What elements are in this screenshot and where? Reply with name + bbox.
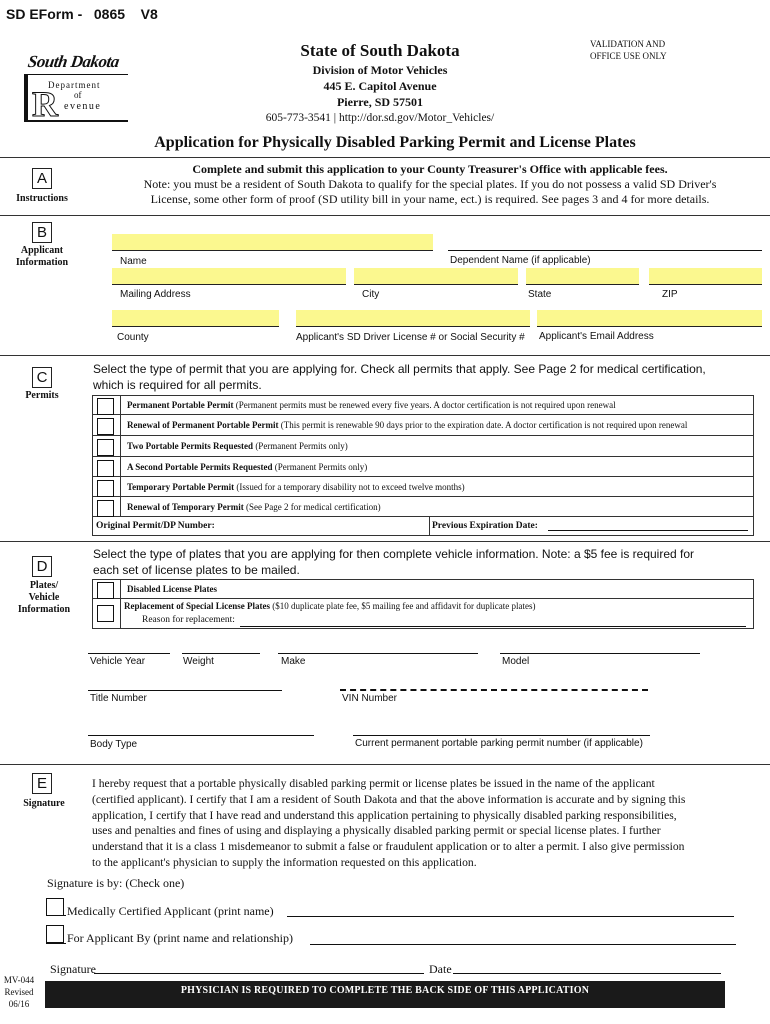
disabled-plates-checkbox[interactable] [97, 582, 114, 599]
division: Division of Motor Vehicles [312, 63, 448, 77]
permanent-portable-checkbox[interactable] [97, 398, 114, 415]
signature-label: Signature [50, 962, 96, 976]
renewal-temporary-checkbox[interactable] [97, 500, 114, 517]
zip-field[interactable] [649, 268, 762, 285]
cert-line-5: understand that it is a class 1 misdemeanor to submit a false or fraudulent application or to alter a permit. I also give permission [92, 840, 685, 854]
cert-line-2: (certified applicant). I certify that I am a resident of South Dakota and that the above information is accurate and by signing this [92, 792, 686, 806]
section-b-label-1: Applicant [20, 245, 64, 256]
plates-desc: ($10 duplicate plate fee, $5 mailing fee and affidavit for duplicate plates) [269, 601, 536, 611]
logo-of: of [74, 90, 82, 100]
permit-row-permanent [120, 396, 754, 415]
mailing-address-field[interactable] [112, 268, 346, 285]
city-field[interactable] [354, 268, 518, 285]
section-d-marker: D [32, 556, 52, 577]
body-type-field[interactable] [88, 735, 314, 736]
permit-desc: (Permanent Permits only) [272, 462, 368, 472]
county-label: County [117, 332, 149, 343]
mailing-address-label: Mailing Address [120, 289, 191, 300]
date-label: Date [429, 962, 452, 976]
section-c-marker: C [32, 367, 52, 388]
section-d-label-3: Information [17, 604, 71, 615]
previous-expiration-label: Previous Expiration Date: [432, 521, 538, 531]
second-portable-checkbox[interactable] [97, 460, 114, 477]
signature-field[interactable] [94, 973, 424, 974]
two-portable-checkbox[interactable] [97, 439, 114, 456]
permit-row-renewal-permanent [120, 415, 754, 436]
date-field[interactable] [453, 973, 721, 974]
form-number-line-3: 06/16 [8, 999, 30, 1009]
form-title: Application for Physically Disabled Parking Permit and License Plates [154, 134, 636, 151]
section-a-label: Instructions [16, 193, 68, 204]
current-permit-label: Current permanent portable parking permit number (if applicable) [355, 738, 643, 749]
plates-intro-1: Select the type of plates that you are applying for then complete vehicle information. Note: a $5 fee is required for [93, 547, 695, 561]
model-label: Model [502, 656, 530, 667]
logo-r: R [32, 84, 58, 124]
section-b-label-2: Information [15, 257, 69, 268]
permit-name: A Second Portable Permits Requested [127, 462, 273, 472]
body-type-label: Body Type [90, 739, 138, 750]
state-label: State [528, 289, 552, 300]
for-applicant-name-field[interactable] [310, 944, 736, 945]
section-b-marker: B [32, 222, 52, 243]
original-permit-field[interactable] [92, 517, 430, 536]
state-heading: State of South Dakota [300, 41, 460, 60]
section-d-label-2: Vehicle [28, 592, 60, 603]
section-e-label: Signature [23, 798, 65, 809]
plates-intro [93, 546, 763, 578]
permit-desc: (See Page 2 for medical certification) [243, 502, 381, 512]
cert-line-1: I hereby request that a portable physically disabled parking permit or license plates be issued in the name of the applicant [92, 777, 655, 790]
plates-name: Disabled License Plates [127, 584, 217, 594]
permit-name: Two Portable Permits Requested [127, 441, 254, 451]
form-id: SD EForm - 0865 V8 [6, 6, 158, 22]
for-applicant-label: For Applicant By (print name and relationship) [67, 931, 293, 945]
instructions-note-2: License, some other form of proof (SD utility bill in your name, ect.) is required. See pages 3 and 4 for more details. [150, 192, 710, 206]
permit-row-renewal-temporary [120, 497, 754, 517]
replacement-plates-checkbox[interactable] [97, 605, 114, 622]
medically-certified-name-field[interactable] [287, 916, 734, 917]
title-number-field[interactable] [88, 690, 282, 691]
reason-label: Reason for replacement: [142, 615, 235, 625]
dependent-name-field[interactable] [448, 250, 762, 251]
cert-line-4: uses and penalties and fines of using and displaying a physically disabled parking permit or special license plates. I further [92, 824, 661, 838]
form-number-line-1: MV-044 [3, 975, 35, 985]
permit-row-second-portable [120, 457, 754, 477]
address-line-1: 445 E. Capitol Avenue [323, 79, 437, 93]
department-of-revenue-logo [24, 52, 130, 124]
permits-intro-2: which is required for all permits. [93, 378, 262, 392]
license-ssn-field[interactable] [296, 310, 530, 327]
section-c-label: Permits [25, 390, 59, 401]
email-field[interactable] [537, 310, 762, 327]
validation-box [590, 38, 667, 62]
form-number [0, 974, 38, 1010]
permit-row-two-portable [120, 436, 754, 457]
instructions-heading: Complete and submit this application to your County Treasurer's Office with applicable fees. [192, 162, 668, 176]
physician-banner-text: PHYSICIAN IS REQUIRED TO COMPLETE THE BACK SIDE OF THIS APPLICATION [180, 985, 590, 996]
logo-script: South Dakota [26, 52, 121, 71]
city-label: City [362, 289, 380, 300]
section-d-label-1: Plates/ [29, 580, 59, 591]
previous-expiration-field[interactable] [430, 517, 754, 536]
cert-line-6: to the applicant's physician to supply the information requested on this application. [92, 855, 477, 869]
vin-label: VIN Number [342, 693, 398, 704]
signature-by-label: Signature is by: (Check one) [47, 876, 185, 890]
renewal-permanent-checkbox[interactable] [97, 418, 114, 435]
address-line-2: Pierre, SD 57501 [336, 95, 424, 109]
title-number-label: Title Number [90, 693, 147, 704]
physician-banner [45, 981, 725, 1008]
medically-certified-label: Medically Certified Applicant (print name) [67, 904, 274, 918]
name-field[interactable] [112, 234, 433, 251]
name-label: Name [120, 256, 147, 267]
validation-line-1: VALIDATION AND [590, 39, 666, 49]
logo-department: Department [48, 80, 101, 90]
permit-name: Permanent Portable Permit [127, 400, 234, 410]
model-field[interactable] [500, 653, 700, 654]
instructions-text [100, 162, 760, 207]
contact-info: 605-773-3541 | http://dor.sd.gov/Motor_Vehicles/ [265, 112, 495, 124]
permit-desc: (Issued for a temporary disability not to exceed twelve months) [234, 482, 465, 492]
permit-name: Temporary Portable Permit [127, 482, 235, 492]
county-field[interactable] [112, 310, 279, 327]
agency-address [230, 62, 530, 110]
weight-label: Weight [183, 656, 214, 667]
instructions-note-1: Note: you must be a resident of South Dakota to qualify for the special plates. If you do not possess a valid SD Driver's [143, 177, 717, 191]
permit-desc: (Permanent permits must be renewed every five years. A doctor certification is not required upon renewal [233, 400, 616, 410]
plates-row-replacement [120, 599, 754, 629]
vehicle-year-label: Vehicle Year [90, 656, 146, 667]
plates-name: Replacement of Special License Plates [124, 601, 270, 611]
zip-label: ZIP [662, 289, 678, 300]
section-e-marker: E [32, 773, 52, 794]
vin-field[interactable] [340, 689, 648, 691]
permit-row-temporary [120, 477, 754, 497]
make-label: Make [281, 656, 306, 667]
reason-field[interactable] [240, 626, 746, 627]
section-b-label [2, 245, 82, 269]
dependent-name-label: Dependent Name (if applicable) [450, 255, 591, 266]
permits-intro [93, 361, 763, 393]
original-permit-label: Original Permit/DP Number: [96, 521, 215, 531]
certification-text [92, 776, 764, 871]
email-label: Applicant's Email Address [539, 331, 654, 342]
state-field[interactable] [526, 268, 639, 285]
section-d-label [4, 580, 84, 616]
permit-desc: (Permanent Permits only) [253, 441, 348, 451]
current-permit-field[interactable] [353, 735, 650, 736]
cert-line-3: application, I certify that I have read and understand this application pertaining to physically disabled parking responsibilities, [92, 808, 677, 822]
temporary-portable-checkbox[interactable] [97, 480, 114, 497]
plates-row-disabled [120, 580, 754, 599]
form-number-line-2: Revised [4, 987, 34, 997]
validation-line-2: OFFICE USE ONLY [590, 51, 667, 61]
permits-intro-1: Select the type of permit that you are applying for. Check all permits that apply. See Page 2 for medical certification, [93, 362, 706, 376]
logo-evenue: evenue [64, 101, 102, 112]
medically-certified-checkbox[interactable] [46, 898, 64, 916]
vehicle-year-field[interactable] [88, 653, 170, 654]
for-applicant-checkbox[interactable] [46, 925, 64, 943]
weight-field[interactable] [182, 653, 260, 654]
plates-intro-2: each set of license plates to be mailed. [93, 563, 300, 577]
section-a-marker: A [32, 168, 52, 189]
permit-desc: (This permit is renewable 90 days prior to the expiration date. A doctor certification is not required upon renewal [278, 420, 688, 430]
make-field[interactable] [278, 653, 478, 654]
permit-name: Renewal of Permanent Portable Permit [127, 420, 279, 430]
permit-name: Renewal of Temporary Permit [127, 502, 244, 512]
license-ssn-label: Applicant's SD Driver License # or Social Security # [296, 332, 525, 343]
